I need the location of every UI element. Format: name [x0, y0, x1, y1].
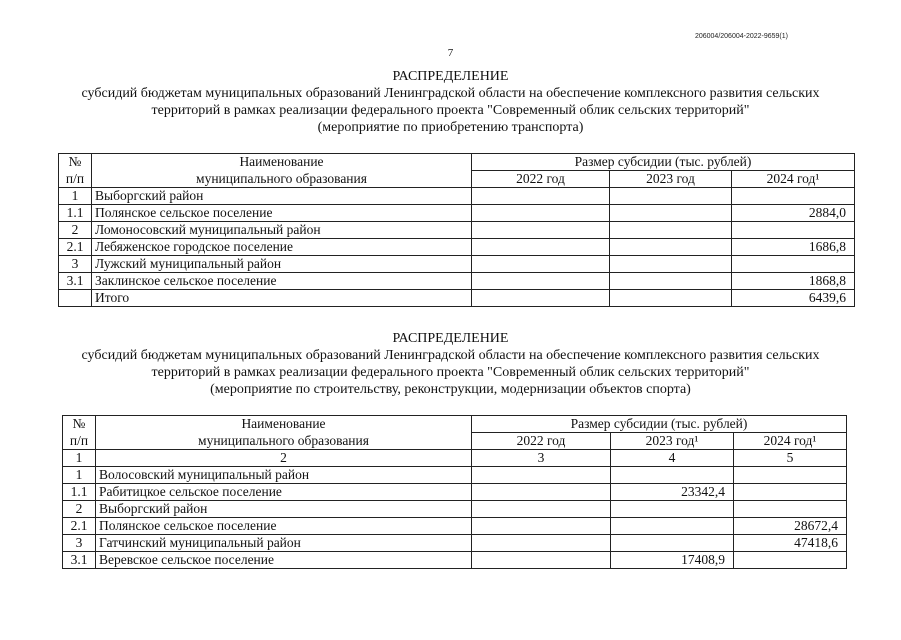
row-y2023 — [610, 273, 732, 290]
table-row — [63, 518, 847, 535]
section1-line2: территорий в рамках реализации федерального проекта "Современный облик сельских территорий" — [151, 103, 750, 118]
table-row — [59, 188, 855, 205]
header-no-sub: п/п — [63, 433, 96, 450]
row-y2022 — [472, 205, 610, 222]
row-no: 3 — [59, 256, 92, 273]
header-amount: Размер субсидии (тыс. рублей) — [472, 416, 847, 433]
row-name: Волосовский муниципальный район — [96, 467, 472, 484]
header-amount: Размер субсидии (тыс. рублей) — [472, 154, 855, 171]
table-row — [59, 222, 855, 239]
row-y2022 — [472, 256, 610, 273]
header-year-2022: 2022 год — [472, 433, 611, 450]
section1-line3: (мероприятие по приобретению транспорта) — [317, 120, 584, 135]
row-y2022 — [472, 273, 610, 290]
section2-line2: территорий в рамках реализации федерального проекта "Современный облик сельских территорий" — [151, 365, 750, 380]
row-no: 1 — [59, 188, 92, 205]
section2-line1: субсидий бюджетам муниципальных образований Ленинградской области на обеспечение комплексного развития сельских — [81, 348, 820, 363]
row-y2023 — [611, 535, 734, 552]
row-no — [59, 290, 92, 307]
row-no: 3 — [63, 535, 96, 552]
row-y2022 — [472, 222, 610, 239]
row-y2023 — [610, 188, 732, 205]
row-no: 1 — [63, 467, 96, 484]
row-y2023 — [610, 205, 732, 222]
section2-title — [0, 330, 901, 398]
row-y2023 — [610, 290, 732, 307]
column-number: 2 — [96, 450, 472, 467]
header-year-2022: 2022 год — [472, 171, 610, 188]
header-year-2023: 2023 год¹ — [611, 433, 734, 450]
table-row — [59, 239, 855, 256]
row-no: 2 — [59, 222, 92, 239]
row-y2024 — [734, 501, 847, 518]
row-y2024: 1686,8 — [732, 239, 855, 256]
header-year-2024: 2024 год¹ — [734, 433, 847, 450]
header-year-2024: 2024 год¹ — [732, 171, 855, 188]
row-y2023 — [610, 222, 732, 239]
row-y2022 — [472, 501, 611, 518]
row-name: Итого — [92, 290, 472, 307]
row-y2023: 17408,9 — [611, 552, 734, 569]
table-row — [59, 205, 855, 222]
row-y2022 — [472, 484, 611, 501]
row-y2023 — [610, 256, 732, 273]
table-row — [59, 256, 855, 273]
row-y2022 — [472, 188, 610, 205]
row-y2022 — [472, 518, 611, 535]
row-y2023 — [610, 239, 732, 256]
row-y2024: 1868,8 — [732, 273, 855, 290]
section1-title — [0, 68, 901, 136]
row-no: 3.1 — [63, 552, 96, 569]
row-no: 1.1 — [59, 205, 92, 222]
row-name: Полянское сельское поселение — [96, 518, 472, 535]
row-name: Лебяженское городское поселение — [92, 239, 472, 256]
header-no: № — [63, 416, 96, 433]
row-y2024: 6439,6 — [732, 290, 855, 307]
row-y2023 — [611, 501, 734, 518]
row-y2024: 2884,0 — [732, 205, 855, 222]
row-y2024 — [732, 222, 855, 239]
column-number: 5 — [734, 450, 847, 467]
row-no: 2.1 — [63, 518, 96, 535]
column-number: 3 — [472, 450, 611, 467]
row-name: Полянское сельское поселение — [92, 205, 472, 222]
column-number: 4 — [611, 450, 734, 467]
header-name-sub: муниципального образования — [96, 433, 472, 450]
column-number-row — [63, 450, 847, 467]
table-row — [63, 467, 847, 484]
section1-table — [58, 153, 855, 307]
row-no: 1.1 — [63, 484, 96, 501]
page-number: 7 — [447, 47, 454, 59]
document-id: 206004/206004-2022-9659(1) — [694, 33, 788, 40]
row-y2024 — [734, 467, 847, 484]
section1-line1: субсидий бюджетам муниципальных образований Ленинградской области на обеспечение комплексного развития сельских — [81, 86, 820, 101]
row-y2024 — [732, 256, 855, 273]
header-no: № — [59, 154, 92, 171]
row-no: 2 — [63, 501, 96, 518]
table-total-row — [59, 290, 855, 307]
row-name: Гатчинский муниципальный район — [96, 535, 472, 552]
row-y2023: 23342,4 — [611, 484, 734, 501]
table-row — [63, 552, 847, 569]
table-row — [59, 273, 855, 290]
section2-table — [62, 415, 847, 569]
section1-heading: РАСПРЕДЕЛЕНИЕ — [392, 69, 509, 84]
row-y2024: 28672,4 — [734, 518, 847, 535]
section2-heading: РАСПРЕДЕЛЕНИЕ — [392, 331, 509, 346]
row-y2024 — [734, 484, 847, 501]
row-y2022 — [472, 467, 611, 484]
table-row — [63, 501, 847, 518]
row-y2024 — [734, 552, 847, 569]
row-name: Ломоносовский муниципальный район — [92, 222, 472, 239]
row-y2024 — [732, 188, 855, 205]
header-name: Наименование — [96, 416, 472, 433]
row-y2023 — [611, 518, 734, 535]
header-name: Наименование — [92, 154, 472, 171]
row-name: Выборгский район — [92, 188, 472, 205]
row-name: Лужский муниципальный район — [92, 256, 472, 273]
row-y2022 — [472, 552, 611, 569]
header-name-sub: муниципального образования — [92, 171, 472, 188]
row-y2022 — [472, 239, 610, 256]
row-y2022 — [472, 290, 610, 307]
row-y2024: 47418,6 — [734, 535, 847, 552]
row-name: Веревское сельское поселение — [96, 552, 472, 569]
row-no: 2.1 — [59, 239, 92, 256]
row-no: 3.1 — [59, 273, 92, 290]
row-name: Рабитицкое сельское поселение — [96, 484, 472, 501]
column-number: 1 — [63, 450, 96, 467]
section2-line3: (мероприятие по строительству, реконструкции, модернизации объектов спорта) — [210, 382, 691, 397]
header-no-sub: п/п — [59, 171, 92, 188]
header-year-2023: 2023 год — [610, 171, 732, 188]
row-y2023 — [611, 467, 734, 484]
table-row — [63, 535, 847, 552]
row-name: Заклинское сельское поселение — [92, 273, 472, 290]
row-y2022 — [472, 535, 611, 552]
row-name: Выборгский район — [96, 501, 472, 518]
table-row — [63, 484, 847, 501]
